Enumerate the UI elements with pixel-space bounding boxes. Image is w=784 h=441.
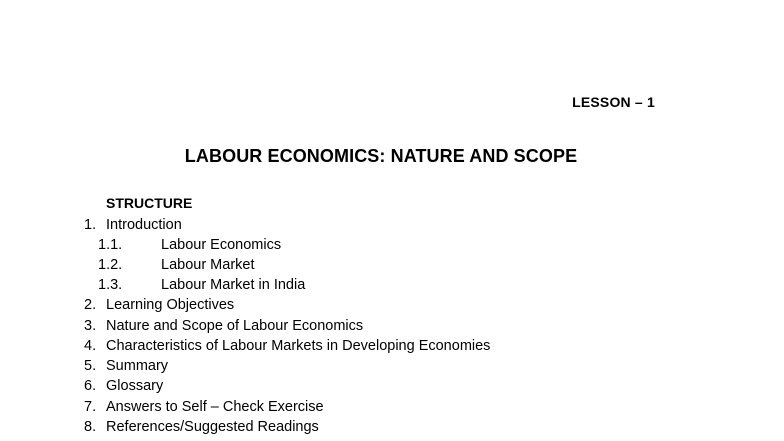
list-item-number: 7. (84, 399, 97, 415)
list-item-number: 1.3. (98, 277, 123, 293)
list-item-number: 2. (84, 297, 97, 313)
list-item-number: 4. (84, 338, 97, 354)
list-item-number: 5. (84, 358, 97, 374)
list-item-label: Labour Economics (161, 237, 282, 253)
list-item-number: 6. (84, 378, 97, 394)
page-title: LABOUR ECONOMICS: NATURE AND SCOPE (184, 146, 578, 166)
list-item-label: Learning Objectives (106, 297, 235, 313)
list-item-label: References/Suggested Readings (106, 419, 319, 435)
list-item-label: Labour Market in India (161, 277, 306, 293)
lesson-label: LESSON – 1 (572, 94, 655, 110)
list-item-number: 1. (84, 217, 97, 233)
list-item-label: Introduction (106, 217, 182, 233)
list-item-label: Summary (106, 358, 169, 374)
list-item-label: Answers to Self – Check Exercise (106, 399, 324, 415)
list-item-number: 1.2. (98, 257, 123, 273)
structure-heading: STRUCTURE (106, 195, 193, 211)
list-item-number: 8. (84, 419, 97, 435)
list-item-label: Labour Market (161, 257, 255, 273)
list-item-number: 1.1. (98, 237, 123, 253)
list-item-label: Glossary (106, 378, 164, 394)
list-item-label: Characteristics of Labour Markets in Developing Economies (106, 338, 491, 354)
list-item-label: Nature and Scope of Labour Economics (106, 318, 364, 334)
list-item-number: 3. (84, 318, 97, 334)
